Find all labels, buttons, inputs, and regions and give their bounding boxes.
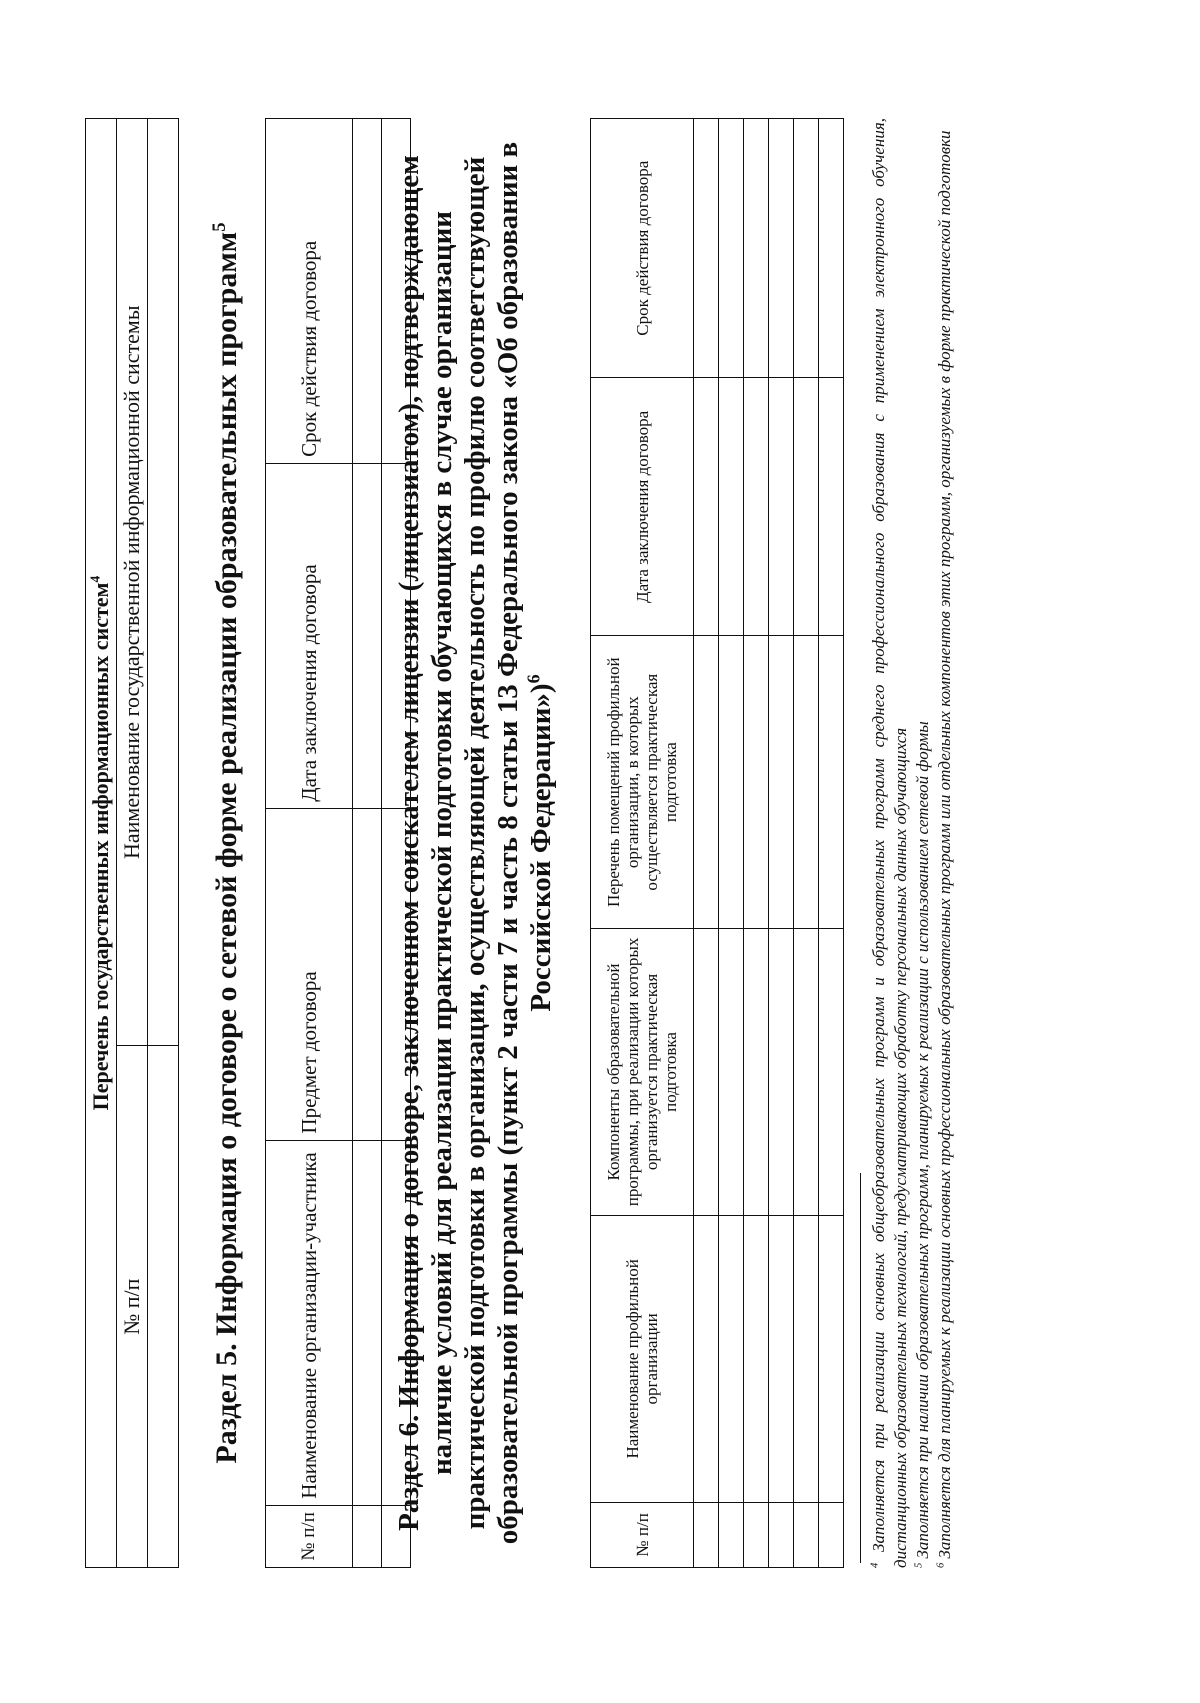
table-row (744, 119, 769, 1568)
table-row (819, 119, 844, 1568)
table-cell[interactable] (819, 636, 844, 929)
table-cell[interactable] (719, 1215, 744, 1502)
footnote-ref-5: 5 (209, 222, 230, 232)
column-header-agreement-term: Срок действия договора (266, 119, 353, 464)
table-cell[interactable] (819, 378, 844, 636)
table-cell[interactable] (819, 1502, 844, 1567)
table-cell[interactable] (794, 1502, 819, 1567)
footnotes (868, 118, 956, 1568)
column-header-number: № п/п (591, 1502, 694, 1567)
section-6-heading (393, 128, 558, 1558)
practical-training-agreement-table (590, 118, 844, 1568)
table-cell[interactable] (148, 1046, 179, 1568)
table-cell[interactable] (769, 929, 794, 1216)
table-row (719, 119, 744, 1568)
column-header-premises-list: Перечень помещений профильной организации, в которых осуществляется практическая подготовка (591, 636, 694, 929)
table-cell[interactable] (353, 463, 382, 808)
column-header-system-name: Наименование государственной информационной системы (117, 119, 148, 1046)
table-cell[interactable] (148, 119, 179, 1046)
table-cell[interactable] (819, 1215, 844, 1502)
footnote-ref-4: 4 (87, 575, 103, 583)
table-cell[interactable] (719, 636, 744, 929)
table-cell[interactable] (769, 119, 794, 378)
information-systems-section (85, 118, 179, 1568)
section-5-table-wrapper (265, 118, 411, 1568)
section-6-title: Раздел 6. Информация о договоре, заключенном соискателем лицензии (лицензиатом), подтверждающем наличие условий для реализации практической подготовки обучающихся в случае организации практической подготовки в организации, осуществляющей деятельность по профилю соответствующей образовательной программы (пункт 2 части 7 и часть 8 статьи 13 Федерального закона «Об образовании в Российской Федерации») (393, 141, 557, 1545)
table-cell[interactable] (744, 929, 769, 1216)
footnote-mark-4: 4 (869, 1562, 881, 1568)
table-row (353, 119, 382, 1568)
column-header-agreement-term: Срок действия договора (591, 119, 694, 378)
table-cell[interactable] (694, 378, 719, 636)
section-6-table-wrapper (590, 118, 844, 1568)
table-cell[interactable] (694, 636, 719, 929)
table-cell[interactable] (744, 119, 769, 378)
table-cell[interactable] (353, 1140, 382, 1505)
footnote-5 (912, 118, 934, 1568)
footnote-4 (868, 118, 912, 1568)
table-cell[interactable] (353, 119, 382, 464)
table-cell[interactable] (353, 808, 382, 1140)
footnote-6 (934, 118, 956, 1568)
information-systems-table (85, 118, 179, 1568)
table-cell[interactable] (694, 119, 719, 378)
table-cell[interactable] (769, 1502, 794, 1567)
table-cell[interactable] (744, 1215, 769, 1502)
table-cell[interactable] (794, 119, 819, 378)
table-cell[interactable] (744, 1502, 769, 1567)
table-cell[interactable] (353, 1505, 382, 1567)
table-cell[interactable] (769, 636, 794, 929)
table-cell[interactable] (694, 929, 719, 1216)
table-cell[interactable] (819, 929, 844, 1216)
table-cell[interactable] (794, 378, 819, 636)
table-row (694, 119, 719, 1568)
table-cell[interactable] (694, 1215, 719, 1502)
table-cell[interactable] (719, 1502, 744, 1567)
table-cell[interactable] (744, 378, 769, 636)
table-row (148, 119, 179, 1568)
section-5-title: Раздел 5. Информация о договоре о сетевой форме реализации образовательных программ (210, 231, 243, 1464)
table-row (794, 119, 819, 1568)
section-5-heading (210, 133, 244, 1553)
column-header-number: № п/п (117, 1046, 148, 1568)
table-cell[interactable] (769, 378, 794, 636)
column-header-program-components: Компоненты образовательной программы, при реализации которых организуется практическая подготовка (591, 929, 694, 1216)
column-header-agreement-date: Дата заключения договора (591, 378, 694, 636)
footnote-mark-6: 6 (935, 1562, 947, 1568)
column-header-agreement-date: Дата заключения договора (266, 463, 353, 808)
table-cell[interactable] (769, 1215, 794, 1502)
table-cell[interactable] (794, 1215, 819, 1502)
table-row (769, 119, 794, 1568)
table-cell[interactable] (794, 636, 819, 929)
table-cell[interactable] (719, 378, 744, 636)
footnote-divider (860, 1173, 861, 1563)
footnote-5-text: Заполняется при наличии образовательных программ, планируемых к реализации с использованием сетевой формы (913, 721, 932, 1559)
table-cell[interactable] (719, 119, 744, 378)
table-cell[interactable] (819, 119, 844, 378)
footnote-ref-6: 6 (523, 674, 544, 684)
column-header-profile-organization: Наименование профильной организации (591, 1215, 694, 1502)
column-header-agreement-subject: Предмет договора (266, 808, 353, 1140)
information-systems-title: Перечень государственных информационных систем$^4$ (86, 119, 117, 1568)
footnote-4-text: Заполняется при реализации основных общеобразовательных программ и образовательных программ среднего профессионального образования с применением электронного обучения, дистанционных образовательных технологий, предусматривающих обработку персональных данных обучающихся (869, 117, 910, 1568)
network-agreement-table (265, 118, 411, 1568)
footnote-6-text: Заполняется для планируемых к реализации основных профессиональных образовательных программ или отдельных компонентов этих программ, организуемых в форме практической подготовки (935, 130, 954, 1559)
column-header-number: № п/п (266, 1505, 353, 1567)
footnote-mark-5: 5 (913, 1562, 925, 1568)
table-cell[interactable] (694, 1502, 719, 1567)
table-cell[interactable] (794, 929, 819, 1216)
table-cell[interactable] (744, 636, 769, 929)
table-cell[interactable] (719, 929, 744, 1216)
column-header-participant-organization: Наименование организации-участника (266, 1140, 353, 1505)
